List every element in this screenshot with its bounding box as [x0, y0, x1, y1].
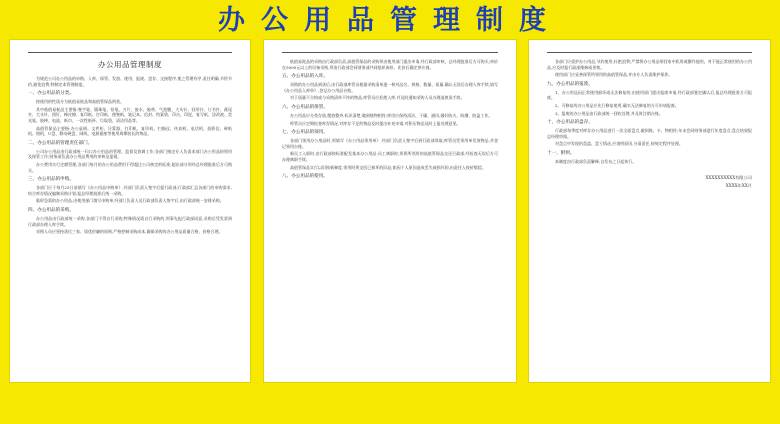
paragraph: 使用部门应妥善保管所领用的高值管保品,并由专人负责维护保养。: [555, 72, 673, 78]
page-1-content: [28, 52, 232, 374]
paragraph: 办公用品应分类存放,摆放整齐,标识清楚,做到账物相符;库房应保持清洁、干燥、通风,做好防火、防潮、防盗工作。: [290, 112, 493, 118]
page-2-content: [282, 52, 498, 374]
paragraph: 各部门应爱护办公用品,节约使用,杜绝浪费;严禁将办公用品带回家中私用或挪作他用。对不能正常使用的办公用品,应及时报行政部维修或更换。: [547, 59, 752, 70]
paragraph: 对于质量不合格或与采购清单不符的物品,库管员应拒绝入库,并及时通知采购人员办理退换货手续。: [290, 95, 465, 101]
section-heading: 三、办公用品的申购。: [28, 177, 74, 183]
section-heading: 九、办公用品的报废。: [547, 81, 593, 87]
document-title: 办公用品管理制度: [98, 60, 162, 69]
section-heading: 十一、附则。: [547, 150, 575, 156]
paragraph: 行政部每季度对库存办公用品进行一次全面盘点,做到账、卡、物相符;年末会同财务部进行年度盘点,盘点结果报总经理审阅。: [547, 128, 752, 139]
page-2-body: [282, 59, 498, 180]
paragraph: 办公费用实行定额管理,各部门每月的办公用品费用不得超过公司核定的标准;超出部分须经总经理批准后方可购买。: [28, 161, 232, 173]
paragraph: 办公用品由行政部统一采购,各部门不得自行采购;特殊情况需自行采购的,须事先报行政部同意,采购后凭发票到行政部办理入库手续。: [28, 215, 232, 227]
section-heading: 四、办公用品的采购。: [28, 207, 74, 213]
paragraph: 其中低值易耗品主要指:签字笔、圆珠笔、铅笔、刀片、胶水、胶带、气泡膜、大头针、回形针、订书针、燕尾夹、大头针、图钉、橡皮擦、复印纸、打印纸、便签纸、笔记本、信封、档案袋、印台、印泥、复写纸、涂改液、荧光笔、胶棒、电池、纸巾、一次性纸杯、垃圾袋、清洁用品等。: [28, 106, 232, 123]
top-rule: [547, 52, 752, 53]
section-heading: 二、办公用品的管理责任部门。: [28, 140, 93, 146]
section-heading: 八、办公用品的使用。: [282, 174, 328, 180]
paragraph: 高值管保品主要指:办公桌椅、文件柜、计算器、打印机、复印机、扫描仪、传真机、电话机、投影仪、碎纸机、相机、U盘、移动硬盘、网线、电源插座等使用周期较长的物品。: [28, 125, 232, 137]
paragraph: 低值易耗品的采购由行政部负责,高值管保品的采购须由使用部门提出申请,经行政部审核、总经理批准后方可购买;单价在5000元以上的设备采购,须由行政部会同财务部共同组织询价、比价后确定供应商。: [282, 59, 498, 70]
paragraph: 高值管保品实行以旧换新制度,领用时须交回已损坏的旧品;如因个人原因造成丢失或损坏的,由责任人按价赔偿。: [290, 164, 486, 170]
paragraph: 为规范公司办公用品的申购、入库、保管、发放、使用、报废、盘存、交接程序,使之管理有序,责任明确,节俭节约,避免浪费,特制定本管理制度。: [28, 76, 232, 87]
top-rule: [282, 52, 498, 53]
top-rule: [28, 52, 232, 53]
paragraph: 公司办公用品由行政部统一归口办公用品的管理、监督及协调工作;各部门指定专人负责本部门办公用品的领用及保管工作;财务部负责办公用品费用的审核及报销。: [28, 148, 232, 160]
paragraph: 对盘点中发现的盘盈、盘亏情况,应查明原因,分清责任,按规定程序处理。: [555, 141, 683, 147]
paragraph: 采购的办公用品到货后,由行政部库管员根据采购清单逐一核对品名、规格、数量、质量,确认无误后办理入库手续,填写《办公用品入库单》,登记办公用品台账。: [282, 82, 498, 93]
section-heading: 一、办公用品的分类。: [28, 91, 74, 97]
document-page-3: [529, 40, 770, 382]
paragraph: 3、报废的办公用品由行政部统一回收处理,并及时注销台账。: [555, 110, 663, 116]
paragraph: 1、办公用品因正常使用损坏或无法修复的,由使用部门提出报废申请,经行政部鉴定确认后,报总经理批准方可报废。: [547, 89, 752, 101]
paragraph: 2、可修复的办公用品应先行修复使用,确实无法修复的方可申请报废。: [555, 102, 679, 108]
document-page-1: [10, 40, 250, 382]
paragraph: 临时急需的办公用品,由使用部门填写申购单,经部门负责人及行政部负责人签字后,由行政部统一安排采购。: [36, 198, 224, 204]
page-3-body: [547, 59, 752, 165]
paragraph: 各部门应于每月25日前填写《办公用品申购单》,经部门负责人签字后报行政部;行政部汇总各部门的申购需求,结合库存情况编制采购计划,报总经理批准后统一采购。: [28, 185, 232, 196]
paragraph: 按使用的性质分为低值易耗品和高值管保品两类。: [36, 99, 124, 105]
section-heading: 五、办公用品的入库。: [282, 74, 328, 80]
section-heading: 六、办公用品的保管。: [282, 104, 328, 110]
section-heading: 七、办公用品的领用。: [282, 130, 328, 136]
paragraph: 各部门领用办公用品时,须填写《办公用品领用单》,经部门负责人签字后到行政部领取;库管员凭领用单发放物品,并登记领用台账。: [282, 138, 498, 149]
page-3-content: [547, 52, 752, 374]
banner-title: 办公用品管理制度: [218, 5, 562, 36]
paragraph: 本制度由行政部负责解释,自发布之日起执行。: [555, 158, 637, 164]
signature-date: XXXX年XX月: [725, 182, 752, 188]
document-page-2: [264, 40, 516, 382]
page-1-body: [28, 76, 232, 235]
section-heading: 十、办公用品的盘存。: [547, 120, 593, 126]
paragraph: 新员工入职时,由行政部按标准配发基本办公用品;员工离职时,须将所领用的高值管保品交还行政部,经检查无误后方可办理离职手续。: [282, 151, 498, 162]
paragraph: 采购人员应坚持货比三家、质优价廉的原则,严格控制采购成本,确保采购的办公用品质量合格、价格合理。: [36, 229, 223, 235]
paragraph: 库管员应定期检查库存情况,对库存不足的物品及时提出补充申请,对积压物品及时上报处理意见。: [290, 120, 461, 126]
company-signature: XXXXXXXXXX有限公司: [705, 174, 752, 180]
